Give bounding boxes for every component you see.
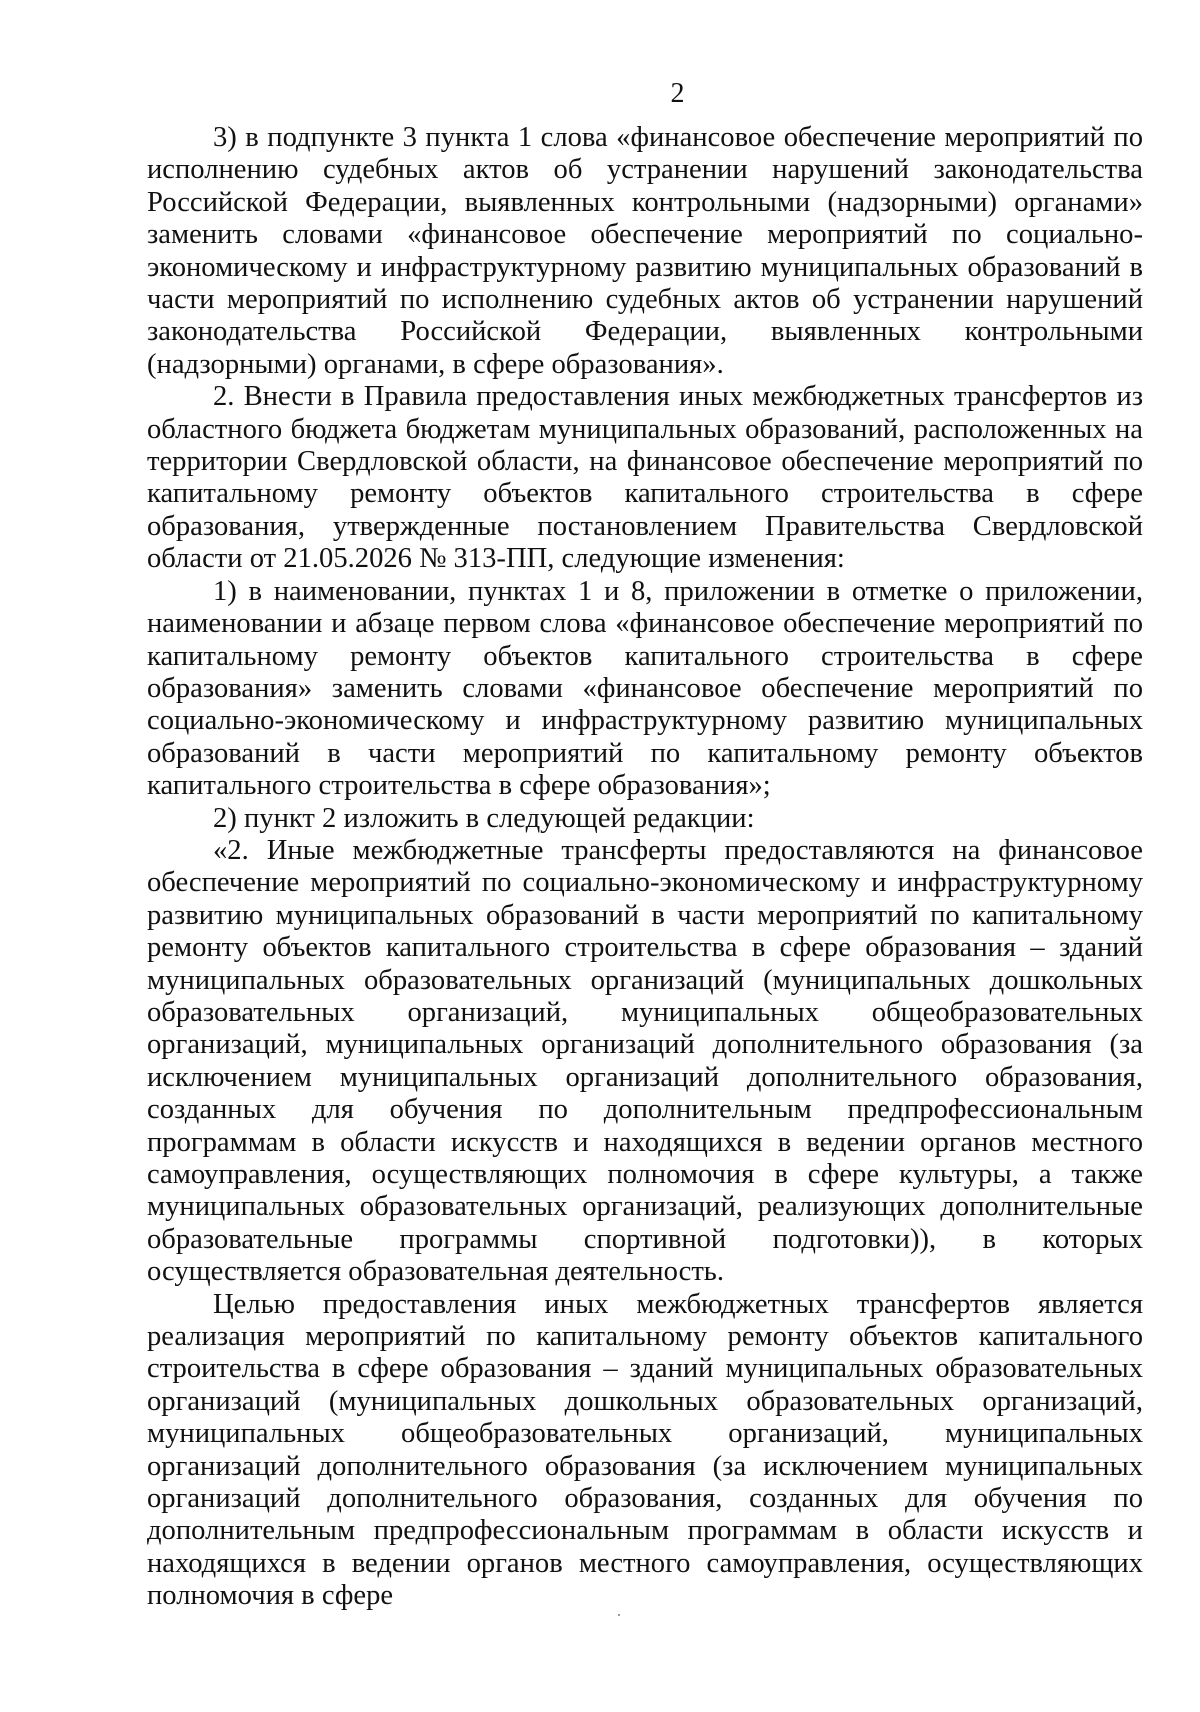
paragraph-item-2: 2. Внести в Правила предоставления иных межбюджетных трансфертов из областного бюджета бюджетам муниципальных образований, расположенных на территории Свердловской области, на финансовое обеспечение мероприятий по капитальному ремонту объектов капитального строительства в сфере образования, утвержденные постановлением Правительства Свердловской области от 21.05.2026 № 313-ПП, следующие изменения:	[147, 381, 1143, 575]
paragraph-subitem-3: 3) в подпункте 3 пункта 1 слова «финансовое обеспечение мероприятий по исполнению судебных актов об устранении нарушений законодательства Российской Федерации, выявленных контрольными (надзорными) органами» заменить словами «финансовое обеспечение мероприятий по социально-экономическому и инфраструктурному развитию муниципальных образований в части мероприятий по исполнению судебных актов об устранении нарушений законодательства Российской Федерации, выявленных контрольными (надзорными) органами, в сфере образования».	[147, 122, 1143, 380]
paragraph-subitem-2: 2) пункт 2 изложить в следующей редакции:	[213, 802, 755, 834]
document-body	[147, 122, 1143, 1613]
page-number: 2	[670, 78, 685, 109]
scan-speck	[618, 1614, 620, 1616]
paragraph-subitem-1: 1) в наименовании, пунктах 1 и 8, приложении в отметке о приложении, наименовании и абзаце первом слова «финансовое обеспечение мероприятий по капитальному ремонту объектов капитального строительства в сфере образования» заменить словами «финансовое обеспечение мероприятий по социально-экономическому и инфраструктурному развитию муниципальных образований в части мероприятий по капитальному ремонту объектов капитального строительства в сфере образования»;	[147, 575, 1143, 802]
paragraph-goal: Целью предоставления иных межбюджетных трансфертов является реализация мероприятий по капитальному ремонту объектов капитального строительства в сфере образования – зданий муниципальных образовательных организаций (муниципальных дошкольных образовательных организаций, муниципальных общеобразовательных организаций, муниципальных организаций дополнительного образования (за исключением муниципальных организаций дополнительного образования, созданных для обучения по дополнительным предпрофессиональным программам в области искусств и находящихся в ведении органов местного самоуправления, осуществляющих полномочия в сфере	[147, 1288, 1143, 1612]
paragraph-quoted-item-2: «2. Иные межбюджетные трансферты предоставляются на финансовое обеспечение мероприятий по социально-экономическому и инфраструктурному развитию муниципальных образований в части мероприятий по капитальному ремонту объектов капитального строительства в сфере образования – зданий муниципальных образовательных организаций (муниципальных дошкольных образовательных организаций, муниципальных общеобразовательных организаций, муниципальных организаций дополнительного образования (за исключением муниципальных организаций дополнительного образования, созданных для обучения по дополнительным предпрофессиональным программам в области искусств и находящихся в ведении органов местного самоуправления, осуществляющих полномочия в сфере культуры, а также муниципальных образовательных организаций, реализующих дополнительные образовательные программы спортивной подготовки)), в которых осуществляется образовательная деятельность.	[147, 834, 1143, 1288]
